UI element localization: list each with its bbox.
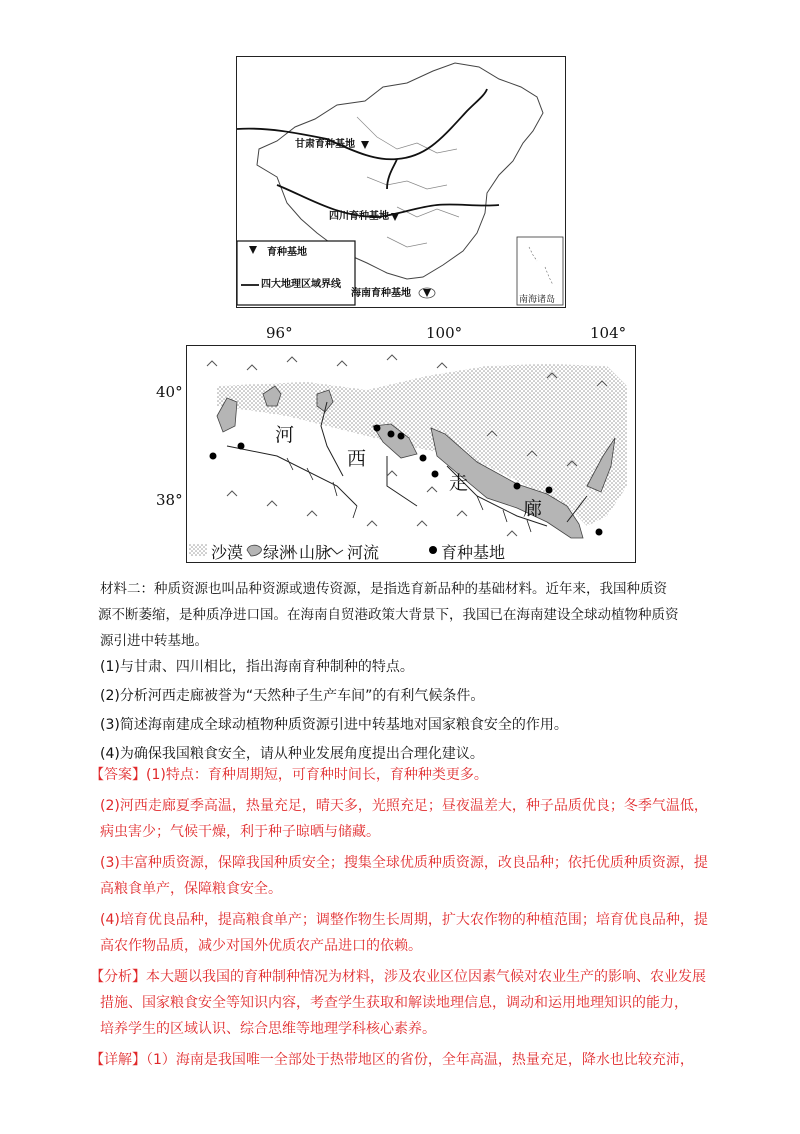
answer-3-line-1: (3)丰富种质资源，保障我国种质安全；搜集全球优质种质资源，改良品种；依托优质种质资源，提 <box>100 855 708 871</box>
analysis-line-3: 培养学生的区域认识、综合思维等地理学科核心素养。 <box>100 1021 436 1037</box>
answer-2-line-1: (2)河西走廊夏季高温，热量充足，晴天多，光照充足；昼夜温差大，种子品质优良；冬季气温低， <box>100 798 708 814</box>
analysis-line-1: 【分析】本大题以我国的育种制种情况为材料，涉及农业区位因素气候对农业生产的影响、农业发展 <box>90 969 706 985</box>
legend-oasis-icon <box>247 545 261 556</box>
material-line-1: 材料二：种质资源也叫品种资源或遗传资源，是指选育新品种的基础材料。近年来，我国种质资 <box>100 581 667 597</box>
answer-4-line-1: (4)培育优良品种，提高粮食单产；调整作物生长周期，扩大农作物的种植范围；培育优良品种，提 <box>100 912 708 928</box>
gansu-label: 甘肃育种基地 <box>295 139 355 150</box>
legend-line-label: 四大地理区域界线 <box>261 279 341 290</box>
material-two <box>100 576 720 654</box>
question-2: (2)分析河西走廊被誉为“天然种子生产车间”的有利气候条件。 <box>100 688 485 704</box>
lat-40: 40° <box>156 383 183 401</box>
region-boundary-1 <box>237 89 487 159</box>
lng-96: 96° <box>266 324 293 342</box>
china-map-svg <box>237 57 564 306</box>
legend-river-label: 河流 <box>347 543 380 562</box>
legend-base-icon <box>429 546 437 554</box>
answer-1: 【答案】(1)特点：育种周期短，可育种时间长，育种种类更多。 <box>90 767 488 783</box>
question-4: (4)为确保我国粮食安全，请从种业发展角度提出合理化建议。 <box>100 746 484 762</box>
sichuan-base-marker <box>391 213 399 221</box>
china-breeding-map <box>236 56 566 308</box>
hexi-corridor-map <box>186 345 636 563</box>
lng-100: 100° <box>426 324 463 342</box>
gansu-base-marker <box>361 141 369 149</box>
legend-mountain-label: 山脉 <box>299 543 332 562</box>
legend-oasis-label: 绿洲 <box>263 543 296 562</box>
hexi-map-svg <box>187 346 634 561</box>
lng-104: 104° <box>590 324 627 342</box>
legend-desert-label: 沙漠 <box>211 543 244 562</box>
analysis-line-2: 措施、国家粮食安全等知识内容，考查学生获取和解读地理信息，调动和运用地理知识的能力， <box>100 995 688 1011</box>
inset-label: 南海诸岛 <box>519 295 556 305</box>
answer-2-line-2: 病虫害少；气候干燥，利于种子晾晒与储藏。 <box>100 824 380 840</box>
sichuan-label: 四川育种基地 <box>329 211 389 222</box>
label-lang: 廊 <box>523 498 543 520</box>
material-line-3: 源引进中转基地。 <box>100 633 208 649</box>
detail-line-1: 【详解】（1）海南是我国唯一全部处于热带地区的省份，全年高温，热量充足，降水也比较充沛， <box>90 1052 694 1068</box>
answer-section <box>90 762 730 1073</box>
label-zou: 走 <box>449 472 469 494</box>
questions <box>100 654 720 767</box>
label-he: 河 <box>275 424 295 446</box>
legend-base-label: 育种基地 <box>267 247 307 258</box>
question-3: (3)简述海南建成全球动植物种质资源引进中转基地对国家粮食安全的作用。 <box>100 717 568 733</box>
answer-4-line-2: 高农作物品质，减少对国外优质农产品进口的依赖。 <box>100 938 422 954</box>
label-xi: 西 <box>347 448 367 470</box>
material-line-2: 源不断萎缩，是种质净进口国。在海南自贸港政策大背景下，我国已在海南建设全球动植物种质资 <box>98 607 679 623</box>
hainan-label: 海南育种基地 <box>351 288 411 299</box>
legend-base-label: 育种基地 <box>441 543 506 562</box>
lat-38: 38° <box>156 491 183 509</box>
legend-desert-icon <box>189 544 207 556</box>
question-1: (1)与甘肃、四川相比，指出海南育种制种的特点。 <box>100 659 414 675</box>
answer-3-line-2: 高粮食单产，保障粮食安全。 <box>100 881 282 897</box>
hainan-base-marker <box>423 289 431 297</box>
